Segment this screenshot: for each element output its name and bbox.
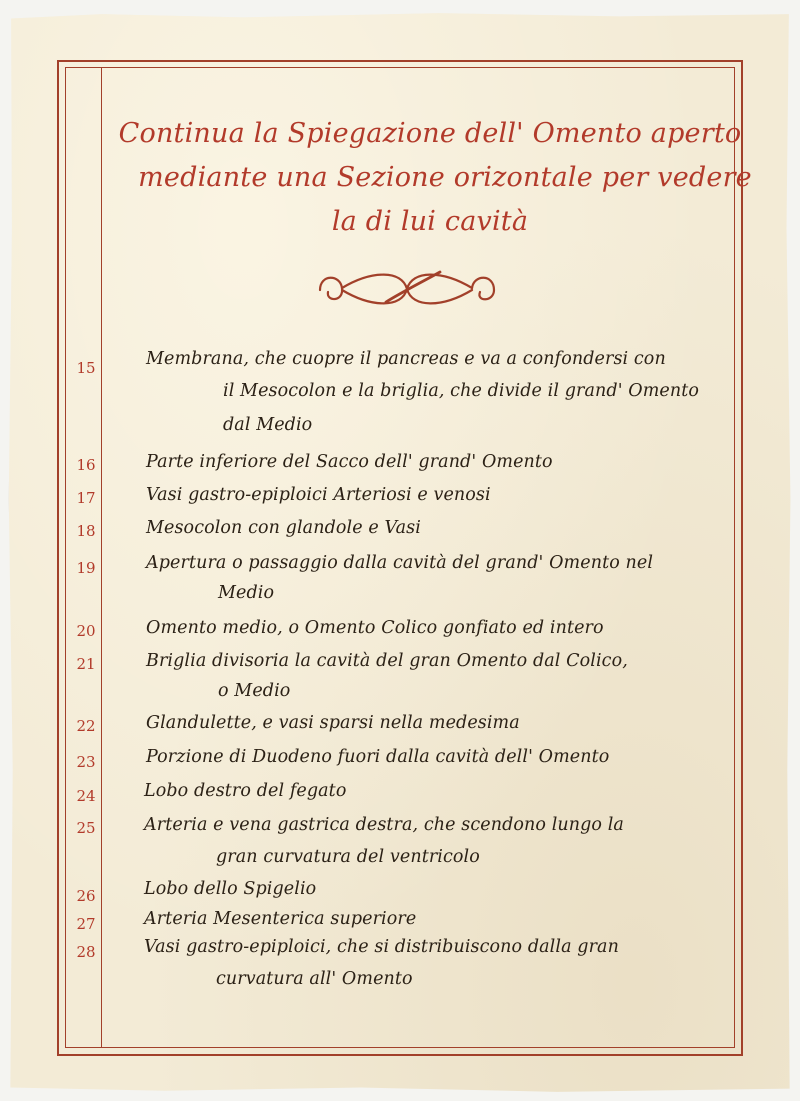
item-text-line: Lobo dello Spigelio <box>144 879 317 899</box>
item-text-line: Glandulette, e vasi sparsi nella medesima <box>146 713 520 733</box>
item-text-line: Membrana, che cuopre il pancreas e va a confondersi con <box>146 349 666 369</box>
title-line-1: Continua la Spiegazione dell' Omento aperto <box>118 118 742 149</box>
item-number: 27 <box>76 915 96 933</box>
item-text-line: curvatura all' Omento <box>216 969 413 989</box>
item-number: 23 <box>76 753 96 771</box>
title-line-3: la di lui cavità <box>331 206 529 237</box>
item-text-line: il Mesocolon e la briglia, che divide il grand' Omento <box>223 381 700 401</box>
title-line-2: mediante una Sezione orizontale per vedere <box>138 162 752 193</box>
item-text-line: Arteria e vena gastrica destra, che scendono lungo la <box>144 815 624 835</box>
item-text-line: Medio <box>218 583 275 603</box>
item-number: 16 <box>76 456 96 474</box>
item-number: 22 <box>76 717 96 735</box>
item-text-line: o Medio <box>218 681 291 701</box>
item-number: 20 <box>76 622 96 640</box>
item-number: 19 <box>76 559 96 577</box>
item-number: 17 <box>76 489 96 507</box>
item-text-line: Vasi gastro-epiploici, che si distribuiscono dalla gran <box>144 937 619 957</box>
item-text-line: Porzione di Duodeno fuori dalla cavità dell' Omento <box>146 747 610 767</box>
item-text-line: Briglia divisoria la cavità del gran Omento dal Colico, <box>146 651 628 671</box>
flourish-ornament-icon <box>312 262 502 316</box>
item-text-line: Vasi gastro-epiploici Arteriosi e venosi <box>146 485 491 505</box>
item-text-line: dal Medio <box>223 415 313 435</box>
item-text-line: Lobo destro del fegato <box>144 781 347 801</box>
item-number: 28 <box>76 943 96 961</box>
item-number: 18 <box>76 522 96 540</box>
item-text-line: gran curvatura del ventricolo <box>216 847 480 867</box>
item-number: 24 <box>76 787 96 805</box>
page-title <box>100 112 760 244</box>
item-text-line: Arteria Mesenterica superiore <box>144 909 417 929</box>
item-number: 21 <box>76 655 96 673</box>
item-text-line: Mesocolon con glandole e Vasi <box>146 518 421 538</box>
item-number: 26 <box>76 887 96 905</box>
item-number: 25 <box>76 819 96 837</box>
item-text-line: Apertura o passaggio dalla cavità del grand' Omento nel <box>146 553 654 573</box>
item-text-line: Parte inferiore del Sacco dell' grand' Omento <box>146 452 553 472</box>
item-text-line: Omento medio, o Omento Colico gonfiato ed intero <box>146 618 604 638</box>
item-number: 15 <box>76 359 96 377</box>
